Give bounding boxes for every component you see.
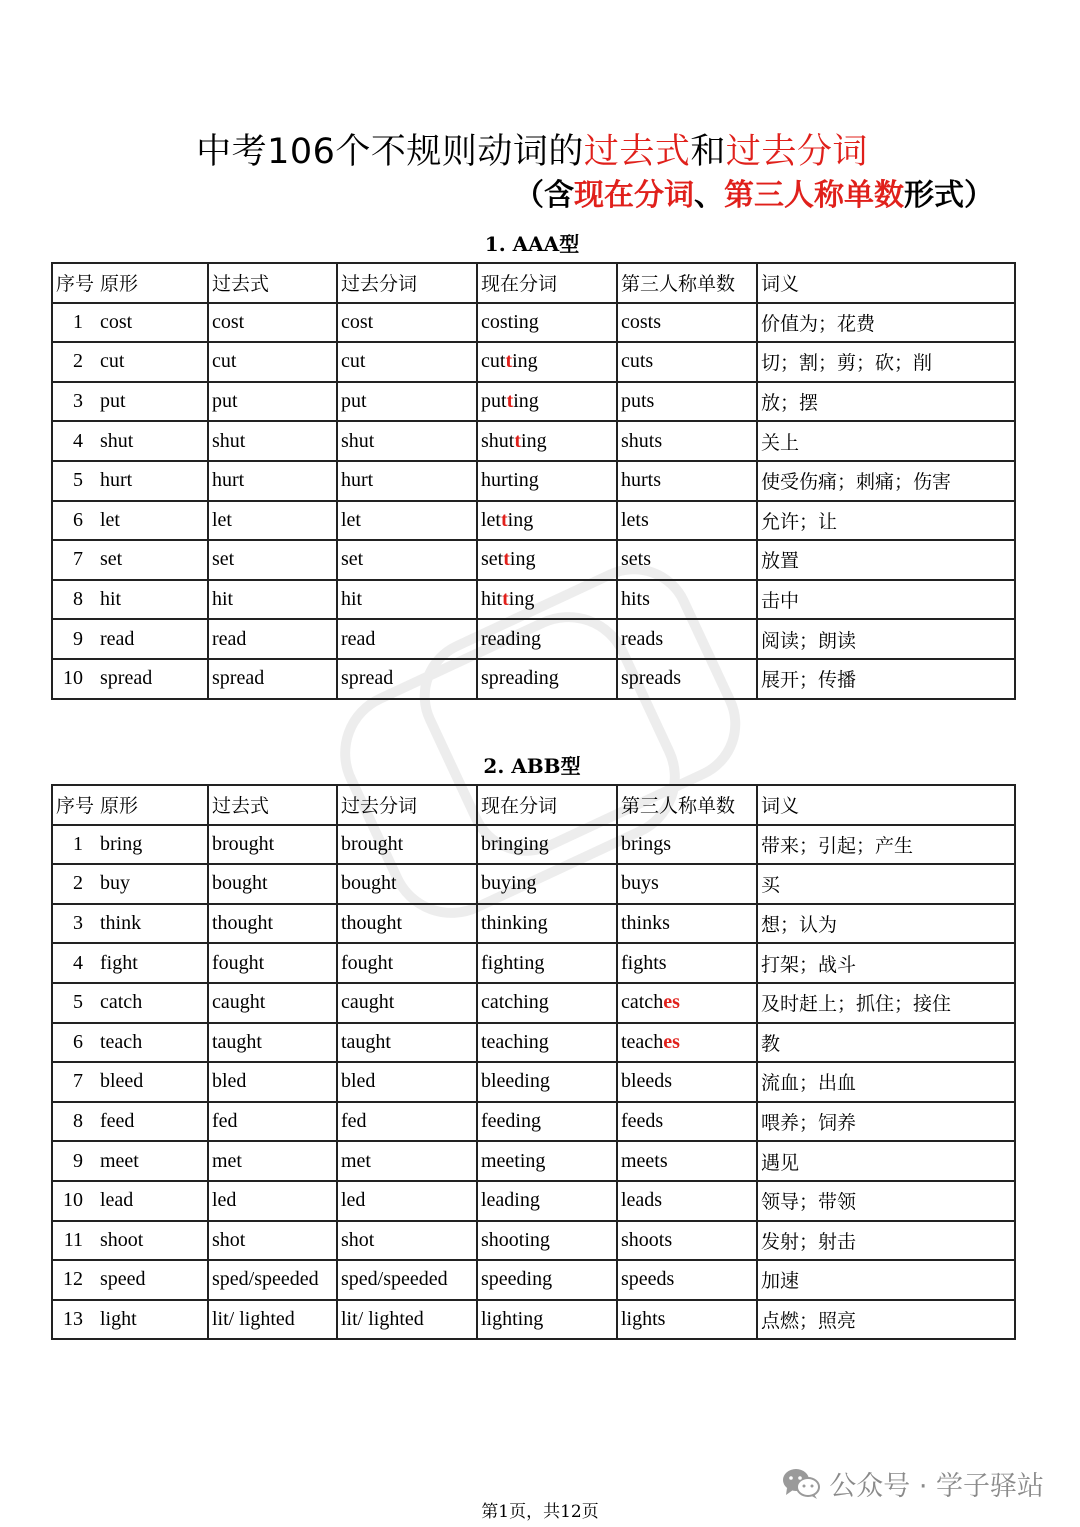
base-form-cell: speed xyxy=(97,1260,208,1300)
row-number-cell: 5 xyxy=(52,461,97,501)
present-participle-cell xyxy=(477,501,617,541)
table-row xyxy=(52,904,1015,944)
third-person-cell xyxy=(617,1141,757,1181)
third-person-cell xyxy=(617,580,757,620)
third-person-cell xyxy=(617,501,757,541)
third-person-cell xyxy=(617,1260,757,1300)
past-tense-cell: cost xyxy=(208,303,337,343)
past-tense-cell: fought xyxy=(208,943,337,983)
participle-part: ing xyxy=(521,429,547,452)
third-person-cell xyxy=(617,904,757,944)
third-person-part: es xyxy=(663,991,680,1014)
meaning-cell: 想；认为 xyxy=(757,904,1015,944)
present-participle-cell xyxy=(477,983,617,1023)
past-tense-cell: let xyxy=(208,501,337,541)
past-participle-cell: shot xyxy=(337,1221,477,1261)
third-person-part: feeds xyxy=(621,1110,664,1133)
base-form-cell: hit xyxy=(97,580,208,620)
row-number-cell: 7 xyxy=(52,1062,97,1102)
meaning-cell: 喂养；饲养 xyxy=(757,1102,1015,1142)
row-number-cell: 8 xyxy=(52,580,97,620)
past-tense-cell: read xyxy=(208,619,337,659)
third-person-cell xyxy=(617,421,757,461)
row-number-cell: 5 xyxy=(52,983,97,1023)
row-number-cell: 10 xyxy=(52,1181,97,1221)
past-participle-cell: cost xyxy=(337,303,477,343)
row-number-cell: 8 xyxy=(52,1102,97,1142)
base-form-cell: buy xyxy=(97,864,208,904)
third-person-part: es xyxy=(663,1030,680,1053)
section-title: 1. AAA型 xyxy=(484,232,580,256)
table-row xyxy=(52,864,1015,904)
present-participle-cell xyxy=(477,580,617,620)
base-form-cell: lead xyxy=(97,1181,208,1221)
table-row xyxy=(52,501,1015,541)
present-participle-cell xyxy=(477,825,617,865)
table-row xyxy=(52,1300,1015,1340)
base-form-cell: cut xyxy=(97,342,208,382)
verb-table-abb xyxy=(51,784,1016,1340)
present-participle-cell xyxy=(477,382,617,422)
past-participle-cell: put xyxy=(337,382,477,422)
third-person-part: leads xyxy=(621,1189,663,1212)
past-participle-cell: set xyxy=(337,540,477,580)
participle-part: ing xyxy=(513,390,539,413)
watermark-label: 公众号 · 学子驿站 xyxy=(829,1471,1044,1502)
row-number-cell: 7 xyxy=(52,540,97,580)
participle-part: t xyxy=(506,390,514,413)
base-form-cell: catch xyxy=(97,983,208,1023)
participle-part: catching xyxy=(481,991,549,1014)
participle-part: fighting xyxy=(481,951,545,974)
past-tense-cell: met xyxy=(208,1141,337,1181)
participle-part: shooting xyxy=(481,1228,550,1251)
verb-table-aaa xyxy=(51,262,1016,700)
past-tense-cell: put xyxy=(208,382,337,422)
participle-part: meeting xyxy=(481,1149,546,1172)
table-row xyxy=(52,382,1015,422)
third-person-part: catch xyxy=(621,991,664,1014)
row-number-cell: 12 xyxy=(52,1260,97,1300)
row-number-cell: 1 xyxy=(52,303,97,343)
participle-part: put xyxy=(481,390,507,413)
participle-part: teaching xyxy=(481,1030,549,1053)
section-title: 2. ABB型 xyxy=(483,754,581,778)
participle-part: leading xyxy=(481,1189,540,1212)
table-row xyxy=(52,342,1015,382)
meaning-cell: 允许；让 xyxy=(757,501,1015,541)
header-cell: 过去分词 xyxy=(337,785,477,825)
participle-part: feeding xyxy=(481,1110,541,1133)
participle-part: reading xyxy=(481,627,541,650)
third-person-part: shoots xyxy=(621,1228,673,1251)
present-participle-cell xyxy=(477,303,617,343)
past-participle-cell: brought xyxy=(337,825,477,865)
present-participle-cell xyxy=(477,540,617,580)
participle-part: thinking xyxy=(481,912,548,935)
third-person-part: sets xyxy=(621,548,651,571)
table-row xyxy=(52,1102,1015,1142)
meaning-cell: 阅读；朗读 xyxy=(757,619,1015,659)
meaning-cell: 击中 xyxy=(757,580,1015,620)
third-person-part: lights xyxy=(621,1308,666,1331)
base-form-cell: cost xyxy=(97,303,208,343)
third-person-part: thinks xyxy=(621,912,670,935)
meaning-cell: 买 xyxy=(757,864,1015,904)
participle-part: bringing xyxy=(481,832,549,855)
past-participle-cell: bled xyxy=(337,1062,477,1102)
row-number-cell: 1 xyxy=(52,825,97,865)
third-person-cell xyxy=(617,461,757,501)
participle-part: t xyxy=(503,548,510,571)
third-person-cell xyxy=(617,342,757,382)
row-number-cell: 9 xyxy=(52,1141,97,1181)
present-participle-cell xyxy=(477,421,617,461)
table-row xyxy=(52,1062,1015,1102)
header-cell: 原形 xyxy=(97,785,208,825)
meaning-cell: 加速 xyxy=(757,1260,1015,1300)
third-person-cell xyxy=(617,540,757,580)
row-number-cell: 6 xyxy=(52,1023,97,1063)
meaning-cell: 放；摆 xyxy=(757,382,1015,422)
participle-part: set xyxy=(481,548,504,571)
base-form-cell: meet xyxy=(97,1141,208,1181)
past-participle-cell: shut xyxy=(337,421,477,461)
meaning-cell: 遇见 xyxy=(757,1141,1015,1181)
past-participle-cell: caught xyxy=(337,983,477,1023)
past-tense-cell: set xyxy=(208,540,337,580)
participle-part: bleeding xyxy=(481,1070,550,1093)
row-number-cell: 2 xyxy=(52,342,97,382)
present-participle-cell xyxy=(477,864,617,904)
meaning-cell: 及时赶上；抓住；接住 xyxy=(757,983,1015,1023)
participle-part: let xyxy=(481,508,501,531)
header-cell: 序号 xyxy=(52,785,97,825)
third-person-cell xyxy=(617,303,757,343)
row-number-cell: 4 xyxy=(52,421,97,461)
base-form-cell: bleed xyxy=(97,1062,208,1102)
base-form-cell: let xyxy=(97,501,208,541)
row-number-cell: 9 xyxy=(52,619,97,659)
past-tense-cell: bled xyxy=(208,1062,337,1102)
past-participle-cell: fed xyxy=(337,1102,477,1142)
row-number-cell: 10 xyxy=(52,659,97,699)
present-participle-cell xyxy=(477,943,617,983)
row-number-cell: 4 xyxy=(52,943,97,983)
past-tense-cell: bought xyxy=(208,864,337,904)
third-person-cell xyxy=(617,943,757,983)
participle-part: ing xyxy=(508,588,535,611)
participle-part: ing xyxy=(507,508,534,531)
table-row xyxy=(52,1181,1015,1221)
header-cell: 词义 xyxy=(757,263,1015,303)
past-tense-cell: hurt xyxy=(208,461,337,501)
table-row xyxy=(52,825,1015,865)
wechat-icon xyxy=(781,1467,821,1501)
third-person-part: brings xyxy=(621,832,671,855)
past-tense-cell: shot xyxy=(208,1221,337,1261)
header-cell: 过去式 xyxy=(208,263,337,303)
past-participle-cell: hurt xyxy=(337,461,477,501)
participle-part: cut xyxy=(481,350,506,373)
present-participle-cell xyxy=(477,1141,617,1181)
third-person-cell xyxy=(617,1300,757,1340)
third-person-cell xyxy=(617,1181,757,1221)
base-form-cell: read xyxy=(97,619,208,659)
page-footer: 第1页，共12页 xyxy=(481,1502,599,1522)
past-tense-cell: fed xyxy=(208,1102,337,1142)
header-cell: 序号 xyxy=(52,263,97,303)
present-participle-cell xyxy=(477,461,617,501)
base-form-cell: bring xyxy=(97,825,208,865)
participle-part: t xyxy=(501,508,508,531)
participle-part: buying xyxy=(481,872,537,895)
third-person-part: hits xyxy=(621,588,650,611)
base-form-cell: hurt xyxy=(97,461,208,501)
third-person-part: hurts xyxy=(621,469,661,492)
third-person-cell xyxy=(617,864,757,904)
participle-part: spreading xyxy=(481,667,559,690)
past-tense-cell: thought xyxy=(208,904,337,944)
past-participle-cell: lit/ lighted xyxy=(337,1300,477,1340)
present-participle-cell xyxy=(477,1181,617,1221)
base-form-cell: spread xyxy=(97,659,208,699)
third-person-cell xyxy=(617,1102,757,1142)
participle-part: t xyxy=(505,350,513,373)
participle-part: t xyxy=(502,588,509,611)
table-row xyxy=(52,983,1015,1023)
present-participle-cell xyxy=(477,904,617,944)
row-number-cell: 13 xyxy=(52,1300,97,1340)
header-cell: 现在分词 xyxy=(477,263,617,303)
table-row xyxy=(52,580,1015,620)
base-form-cell: put xyxy=(97,382,208,422)
meaning-cell: 点燃；照亮 xyxy=(757,1300,1015,1340)
base-form-cell: shoot xyxy=(97,1221,208,1261)
past-tense-cell: hit xyxy=(208,580,337,620)
table-row xyxy=(52,461,1015,501)
third-person-part: lets xyxy=(621,508,649,531)
base-form-cell: set xyxy=(97,540,208,580)
third-person-cell xyxy=(617,619,757,659)
present-participle-cell xyxy=(477,1023,617,1063)
row-number-cell: 3 xyxy=(52,904,97,944)
past-participle-cell: spread xyxy=(337,659,477,699)
third-person-part: fights xyxy=(621,951,667,974)
third-person-cell xyxy=(617,1062,757,1102)
table-header-row xyxy=(52,263,1015,303)
meaning-cell: 教 xyxy=(757,1023,1015,1063)
past-tense-cell: lit/ lighted xyxy=(208,1300,337,1340)
table-header-row xyxy=(52,785,1015,825)
table-row xyxy=(52,1260,1015,1300)
past-tense-cell: spread xyxy=(208,659,337,699)
present-participle-cell xyxy=(477,659,617,699)
header-cell: 第三人称单数 xyxy=(617,785,757,825)
meaning-cell: 带来；引起；产生 xyxy=(757,825,1015,865)
past-participle-cell: hit xyxy=(337,580,477,620)
third-person-part: reads xyxy=(621,627,664,650)
past-tense-cell: caught xyxy=(208,983,337,1023)
past-tense-cell: led xyxy=(208,1181,337,1221)
table-row xyxy=(52,303,1015,343)
header-cell: 原形 xyxy=(97,263,208,303)
table-row xyxy=(52,619,1015,659)
third-person-cell xyxy=(617,1221,757,1261)
present-participle-cell xyxy=(477,1102,617,1142)
base-form-cell: light xyxy=(97,1300,208,1340)
past-participle-cell: thought xyxy=(337,904,477,944)
third-person-part: costs xyxy=(621,310,661,333)
meaning-cell: 使受伤痛；刺痛；伤害 xyxy=(757,461,1015,501)
third-person-cell xyxy=(617,1023,757,1063)
present-participle-cell xyxy=(477,1062,617,1102)
past-tense-cell: brought xyxy=(208,825,337,865)
table-row xyxy=(52,540,1015,580)
header-cell: 过去式 xyxy=(208,785,337,825)
header-cell: 第三人称单数 xyxy=(617,263,757,303)
meaning-cell: 展开；传播 xyxy=(757,659,1015,699)
past-participle-cell: led xyxy=(337,1181,477,1221)
meaning-cell: 切；割；剪；砍；削 xyxy=(757,342,1015,382)
base-form-cell: fight xyxy=(97,943,208,983)
third-person-part: bleeds xyxy=(621,1070,673,1093)
past-participle-cell: taught xyxy=(337,1023,477,1063)
table-row xyxy=(52,1141,1015,1181)
past-participle-cell: bought xyxy=(337,864,477,904)
table-row xyxy=(52,1023,1015,1063)
third-person-part: meets xyxy=(621,1149,668,1172)
past-tense-cell: cut xyxy=(208,342,337,382)
page-subtitle: （含现在分词、第三人称单数形式） xyxy=(514,178,994,213)
table-row xyxy=(52,659,1015,699)
third-person-cell xyxy=(617,825,757,865)
past-participle-cell: cut xyxy=(337,342,477,382)
meaning-cell: 领导；带领 xyxy=(757,1181,1015,1221)
participle-part: lighting xyxy=(481,1308,544,1331)
participle-part: hit xyxy=(481,588,503,611)
present-participle-cell xyxy=(477,619,617,659)
base-form-cell: teach xyxy=(97,1023,208,1063)
third-person-part: shuts xyxy=(621,429,663,452)
past-participle-cell: fought xyxy=(337,943,477,983)
past-tense-cell: taught xyxy=(208,1023,337,1063)
past-participle-cell: sped/speeded xyxy=(337,1260,477,1300)
meaning-cell: 关上 xyxy=(757,421,1015,461)
table-row xyxy=(52,1221,1015,1261)
meaning-cell: 放置 xyxy=(757,540,1015,580)
row-number-cell: 11 xyxy=(52,1221,97,1261)
header-cell: 现在分词 xyxy=(477,785,617,825)
third-person-part: spreads xyxy=(621,667,681,690)
third-person-part: speeds xyxy=(621,1268,675,1291)
third-person-cell xyxy=(617,983,757,1023)
meaning-cell: 价值为；花费 xyxy=(757,303,1015,343)
past-participle-cell: read xyxy=(337,619,477,659)
third-person-part: cuts xyxy=(621,350,654,373)
past-tense-cell: shut xyxy=(208,421,337,461)
third-person-cell xyxy=(617,382,757,422)
third-person-cell xyxy=(617,659,757,699)
table-row xyxy=(52,943,1015,983)
participle-part: speeding xyxy=(481,1268,553,1291)
row-number-cell: 6 xyxy=(52,501,97,541)
page-title: 中考106个不规则动词的过去式和过去分词 xyxy=(196,132,868,172)
participle-part: shut xyxy=(481,429,515,452)
row-number-cell: 3 xyxy=(52,382,97,422)
past-participle-cell: let xyxy=(337,501,477,541)
present-participle-cell xyxy=(477,1300,617,1340)
header-cell: 过去分词 xyxy=(337,263,477,303)
table-row xyxy=(52,421,1015,461)
third-person-part: buys xyxy=(621,872,659,895)
participle-part: ing xyxy=(512,350,538,373)
base-form-cell: think xyxy=(97,904,208,944)
present-participle-cell xyxy=(477,1260,617,1300)
row-number-cell: 2 xyxy=(52,864,97,904)
participle-part: hurting xyxy=(481,469,539,492)
base-form-cell: shut xyxy=(97,421,208,461)
past-participle-cell: met xyxy=(337,1141,477,1181)
meaning-cell: 打架；战斗 xyxy=(757,943,1015,983)
participle-part: ing xyxy=(509,548,536,571)
past-tense-cell: sped/speeded xyxy=(208,1260,337,1300)
meaning-cell: 发射；射击 xyxy=(757,1221,1015,1261)
base-form-cell: feed xyxy=(97,1102,208,1142)
participle-part: t xyxy=(514,429,522,452)
third-person-part: puts xyxy=(621,390,655,413)
present-participle-cell xyxy=(477,342,617,382)
participle-part: costing xyxy=(481,310,539,333)
third-person-part: teach xyxy=(621,1030,664,1053)
header-cell: 词义 xyxy=(757,785,1015,825)
meaning-cell: 流血；出血 xyxy=(757,1062,1015,1102)
present-participle-cell xyxy=(477,1221,617,1261)
